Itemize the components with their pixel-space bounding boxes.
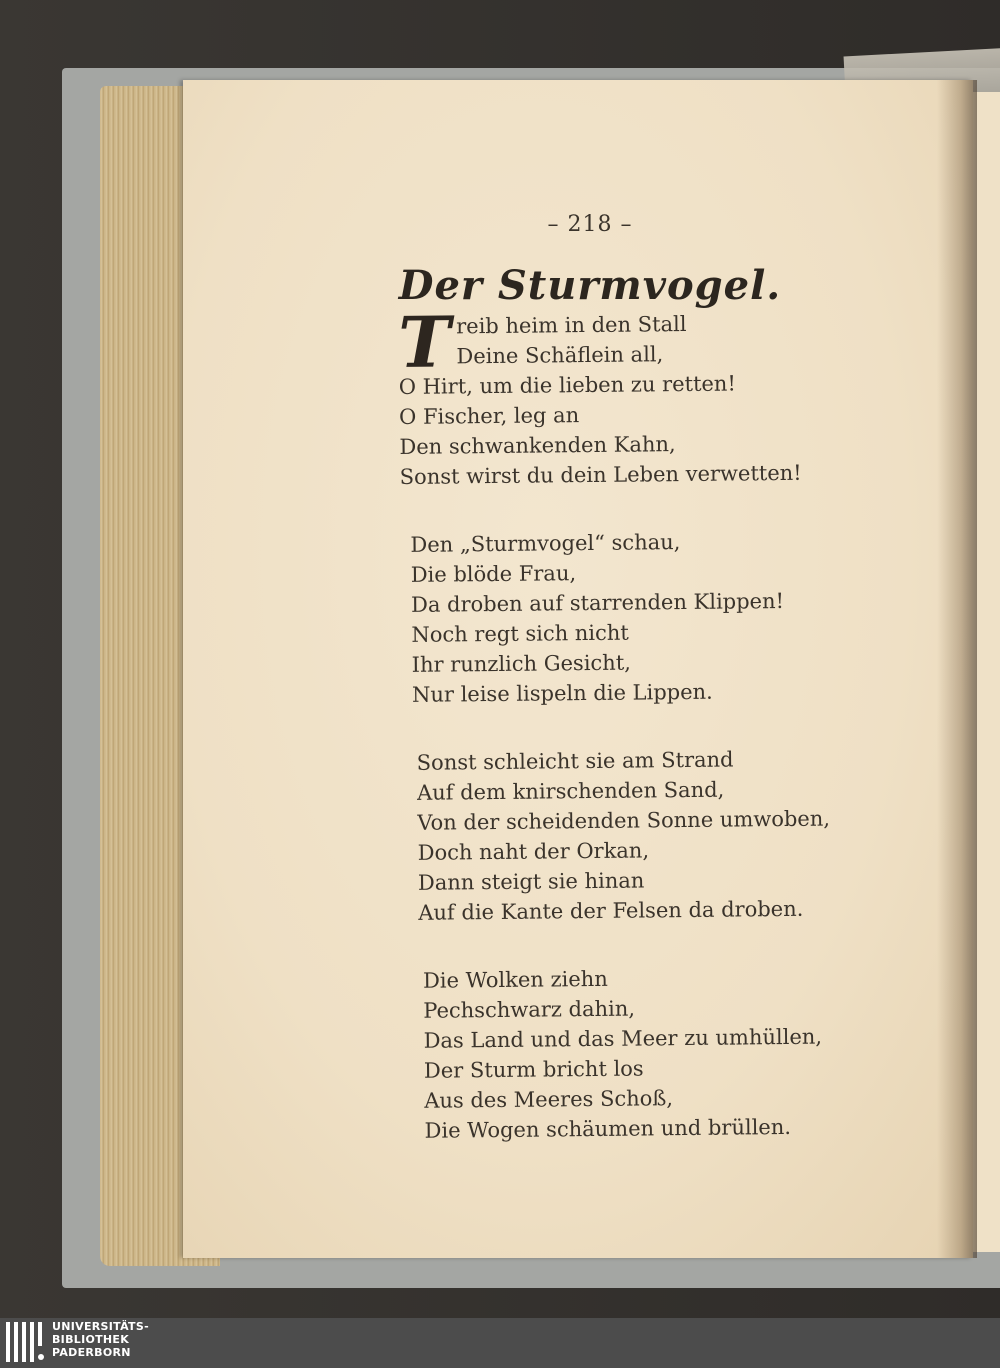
poem-line: Auf dem knirschenden Sand, <box>416 777 725 805</box>
poem-line: Deine Schäflein all, <box>456 342 664 369</box>
page-gutter <box>937 80 977 1258</box>
poem-line: Auf die Kante der Felsen da droben. <box>418 896 804 925</box>
stanza-2 <box>400 525 922 710</box>
poem-line: Nur leise lispeln die Lippen. <box>411 679 713 707</box>
poem-line: Den schwankenden Kahn, <box>399 432 676 459</box>
poem-line: Sonst wirst du dein Leben verwetten! <box>399 460 802 489</box>
library-logo-icon <box>6 1322 46 1364</box>
poem-line: Dann steigt sie hinan <box>417 868 645 895</box>
poem-line: Aus des Meeres Schoß, <box>424 1086 674 1113</box>
poem-line: Die Wogen schäumen und brüllen. <box>424 1114 792 1143</box>
poem-line: Sonst schleicht sie am Strand <box>416 747 734 775</box>
poem-line: Die blöde Frau, <box>410 561 577 587</box>
stanza-1 <box>397 300 920 492</box>
poem-line: Von der scheidenden Sonne umwoben, <box>417 806 831 835</box>
poem-line: O Hirt, um die lieben zu retten! <box>398 371 736 399</box>
library-footer-bar <box>0 1318 1000 1368</box>
poem-title: Der Sturmvogel. <box>398 262 782 309</box>
stanza-4 <box>405 961 927 1146</box>
stanza-3 <box>403 743 925 928</box>
poem-line: Der Sturm bricht los <box>423 1056 644 1083</box>
poem-body <box>397 300 927 1146</box>
poem-line: Ihr runzlich Gesicht, <box>411 650 631 677</box>
drop-cap-initial: T <box>397 300 451 384</box>
poem-line: O Fischer, leg an <box>398 403 580 429</box>
library-logo-text <box>52 1320 149 1359</box>
logo-line-2: BIBLIOTHEK <box>52 1333 130 1346</box>
logo-line-1: UNIVERSITÄTS- <box>52 1320 149 1333</box>
poem-line: Da droben auf starrenden Klippen! <box>410 588 785 617</box>
poem-line: reib heim in den Stall <box>456 311 687 339</box>
poem-line: Pechschwarz dahin, <box>423 996 636 1023</box>
poem-line: Die Wolken ziehn <box>422 966 608 993</box>
page-number: – 218 – <box>547 212 633 237</box>
poem-line: Das Land und das Meer zu umhüllen, <box>423 1024 823 1053</box>
logo-line-3: PADERBORN <box>52 1346 131 1359</box>
poem-line: Doch naht der Orkan, <box>417 838 650 865</box>
poem-line: Den „Sturmvogel“ schau, <box>410 530 681 557</box>
poem-line: Noch regt sich nicht <box>411 620 629 647</box>
